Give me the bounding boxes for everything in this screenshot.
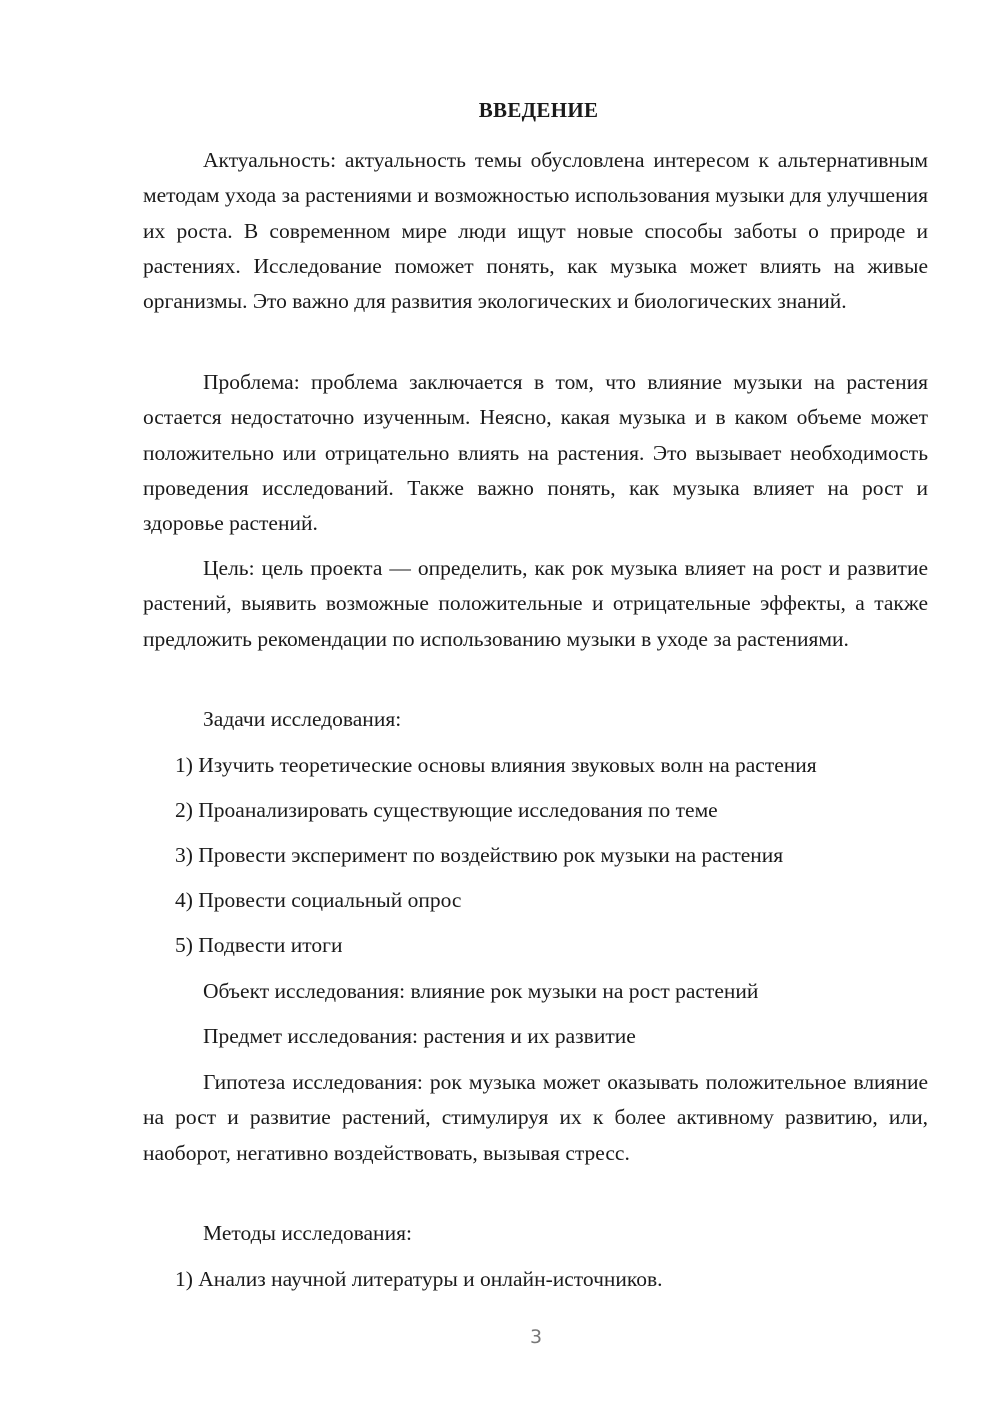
page-number: 3 xyxy=(529,1326,543,1348)
section-title: ВВЕДЕНИЕ xyxy=(478,98,599,122)
research-subject: Предмет исследования: растения и их развитие xyxy=(203,1024,636,1048)
paragraph-goal: Цель: цель проекта — определить, как рок музыка влияет на рост и развитие растений, выявить возможные положительные и отрицательные эффекты, а также предложить рекомендации по использованию музыки в уходе за растениями. xyxy=(143,556,928,651)
research-object: Объект исследования: влияние рок музыки на рост растений xyxy=(203,979,759,1003)
paragraph-problem: Проблема: проблема заключается в том, что влияние музыки на растения остается недостаточно изученным. Неясно, какая музыка и в каком объеме может положительно или отрицательно влиять на растения. Это вызывает необходимость проведения исследований. Также важно понять, как музыка влияет на рост и здоровье растений. xyxy=(143,370,928,536)
task-item: 4) Провести социальный опрос xyxy=(175,888,462,912)
task-item: 5) Подвести итоги xyxy=(175,933,343,957)
task-item: 3) Провести эксперимент по воздействию рок музыки на растения xyxy=(175,843,784,867)
paragraph-relevance: Актуальность: актуальность темы обусловлена интересом к альтернативным методам ухода за растениями и возможностью использования музыки для улучшения их роста. В современном мире люди ищут новые способы заботы о природе и растениях. Исследование поможет понять, как музыка может влиять на живые организмы. Это важно для развития экологических и биологических знаний. xyxy=(143,148,928,314)
paragraph-hypothesis: Гипотеза исследования: рок музыка может оказывать положительное влияние на рост и развитие растений, стимулируя их к более активному развитию, или, наоборот, негативно воздействовать, вызывая стресс. xyxy=(143,1070,928,1165)
method-item: 1) Анализ научной литературы и онлайн-источников. xyxy=(175,1267,663,1291)
methods-heading: Методы исследования: xyxy=(203,1221,412,1245)
tasks-heading: Задачи исследования: xyxy=(203,707,402,731)
task-item: 1) Изучить теоретические основы влияния звуковых волн на растения xyxy=(175,753,817,777)
task-item: 2) Проанализировать существующие исследования по теме xyxy=(175,798,718,822)
